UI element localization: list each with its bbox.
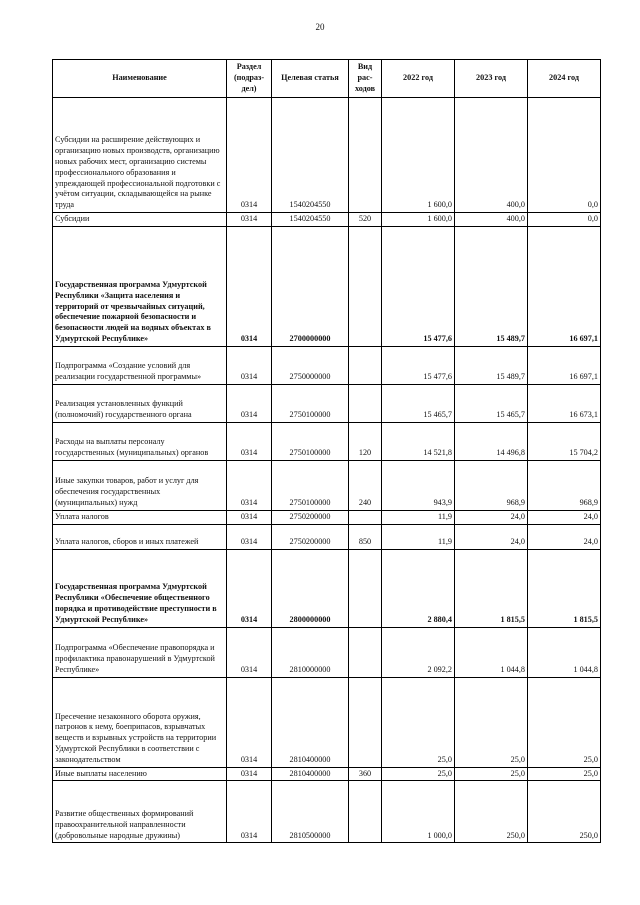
row-2024: 16 697,1 bbox=[528, 226, 601, 346]
row-2023: 15 489,7 bbox=[455, 346, 528, 384]
col-header-section: Раздел (подраз-дел) bbox=[227, 60, 272, 98]
row-2024: 25,0 bbox=[528, 677, 601, 767]
row-target: 2800000000 bbox=[272, 549, 349, 627]
row-2023: 24,0 bbox=[455, 510, 528, 524]
row-name: Государственная программа Удмуртской Республики «Обеспечение общественного порядка и противодействие преступности в Удмуртской Республике» bbox=[53, 549, 227, 627]
row-2022: 2 092,2 bbox=[382, 627, 455, 677]
row-2022: 15 477,6 bbox=[382, 226, 455, 346]
table-row bbox=[53, 677, 601, 767]
row-2024: 1 044,8 bbox=[528, 627, 601, 677]
row-type bbox=[349, 677, 382, 767]
row-2022: 15 465,7 bbox=[382, 384, 455, 422]
page-number: 20 bbox=[315, 22, 325, 32]
col-header-type: Вид рас-ходов bbox=[349, 60, 382, 98]
row-target: 2810400000 bbox=[272, 677, 349, 767]
row-section: 0314 bbox=[227, 384, 272, 422]
row-2024: 250,0 bbox=[528, 781, 601, 843]
row-name: Реализация установленных функций (полномочий) государственного органа bbox=[53, 384, 227, 422]
row-2024: 15 704,2 bbox=[528, 422, 601, 460]
row-type bbox=[349, 781, 382, 843]
col-header-name: Наименование bbox=[53, 60, 227, 98]
table-row bbox=[53, 549, 601, 627]
row-section: 0314 bbox=[227, 767, 272, 781]
row-2023: 24,0 bbox=[455, 524, 528, 549]
row-name: Иные закупки товаров, работ и услуг для обеспечения государственных (муниципальных) нужд bbox=[53, 460, 227, 510]
row-2022: 15 477,6 bbox=[382, 346, 455, 384]
row-name: Развитие общественных формирований правоохранительной направленности (добровольные народные дружины) bbox=[53, 781, 227, 843]
row-2023: 400,0 bbox=[455, 98, 528, 213]
row-target: 2750200000 bbox=[272, 524, 349, 549]
row-name: Подпрограмма «Обеспечение правопорядка и профилактика правонарушений в Удмуртской Республике» bbox=[53, 627, 227, 677]
row-section: 0314 bbox=[227, 226, 272, 346]
row-type bbox=[349, 384, 382, 422]
row-section: 0314 bbox=[227, 524, 272, 549]
row-type: 850 bbox=[349, 524, 382, 549]
row-2022: 25,0 bbox=[382, 677, 455, 767]
row-2022: 11,9 bbox=[382, 510, 455, 524]
row-target: 1540204550 bbox=[272, 98, 349, 213]
row-2022: 1 000,0 bbox=[382, 781, 455, 843]
row-2023: 25,0 bbox=[455, 677, 528, 767]
row-type bbox=[349, 510, 382, 524]
table-row bbox=[53, 422, 601, 460]
row-2024: 0,0 bbox=[528, 98, 601, 213]
row-name: Субсидии на расширение действующих и организацию новых производств, организацию новых рабочих мест, организацию системы профессионального образования и упреждающей профессиональной подготовки с учётом ситуации, складывающейся на рынке труда bbox=[53, 98, 227, 213]
table-row bbox=[53, 460, 601, 510]
row-2022: 11,9 bbox=[382, 524, 455, 549]
table-row bbox=[53, 767, 601, 781]
row-target: 2700000000 bbox=[272, 226, 349, 346]
row-section: 0314 bbox=[227, 422, 272, 460]
row-name: Иные выплаты населению bbox=[53, 767, 227, 781]
row-2022: 943,9 bbox=[382, 460, 455, 510]
row-2023: 1 815,5 bbox=[455, 549, 528, 627]
row-2024: 16 673,1 bbox=[528, 384, 601, 422]
row-2023: 25,0 bbox=[455, 767, 528, 781]
row-section: 0314 bbox=[227, 781, 272, 843]
table-row bbox=[53, 226, 601, 346]
row-type bbox=[349, 346, 382, 384]
row-section: 0314 bbox=[227, 510, 272, 524]
table-row bbox=[53, 346, 601, 384]
row-section: 0314 bbox=[227, 213, 272, 227]
col-header-2023: 2023 год bbox=[455, 60, 528, 98]
row-2023: 1 044,8 bbox=[455, 627, 528, 677]
row-type: 120 bbox=[349, 422, 382, 460]
row-section: 0314 bbox=[227, 346, 272, 384]
row-2024: 0,0 bbox=[528, 213, 601, 227]
row-type: 240 bbox=[349, 460, 382, 510]
row-2022: 14 521,8 bbox=[382, 422, 455, 460]
row-target: 1540204550 bbox=[272, 213, 349, 227]
row-name: Уплата налогов, сборов и иных платежей bbox=[53, 524, 227, 549]
row-name: Субсидии bbox=[53, 213, 227, 227]
row-target: 2750200000 bbox=[272, 510, 349, 524]
table-row bbox=[53, 524, 601, 549]
row-target: 2810500000 bbox=[272, 781, 349, 843]
col-header-2024: 2024 год bbox=[528, 60, 601, 98]
row-target: 2750100000 bbox=[272, 422, 349, 460]
row-section: 0314 bbox=[227, 627, 272, 677]
col-header-target: Целевая статья bbox=[272, 60, 349, 98]
row-2022: 25,0 bbox=[382, 767, 455, 781]
row-type bbox=[349, 627, 382, 677]
row-section: 0314 bbox=[227, 677, 272, 767]
row-2024: 1 815,5 bbox=[528, 549, 601, 627]
row-2023: 250,0 bbox=[455, 781, 528, 843]
row-2024: 24,0 bbox=[528, 524, 601, 549]
row-section: 0314 bbox=[227, 98, 272, 213]
table-row bbox=[53, 510, 601, 524]
table-row bbox=[53, 781, 601, 843]
row-name: Государственная программа Удмуртской Республики «Защита населения и территорий от чрезвычайных ситуаций, обеспечение пожарной безопасности и безопасности людей на водных объектах в Удмуртской Республике» bbox=[53, 226, 227, 346]
row-2023: 14 496,8 bbox=[455, 422, 528, 460]
row-2023: 968,9 bbox=[455, 460, 528, 510]
budget-table bbox=[52, 59, 601, 843]
row-2023: 400,0 bbox=[455, 213, 528, 227]
row-2024: 24,0 bbox=[528, 510, 601, 524]
row-name: Уплата налогов bbox=[53, 510, 227, 524]
row-target: 2750100000 bbox=[272, 460, 349, 510]
row-type bbox=[349, 98, 382, 213]
table-row bbox=[53, 213, 601, 227]
row-2024: 16 697,1 bbox=[528, 346, 601, 384]
row-type bbox=[349, 549, 382, 627]
row-type bbox=[349, 226, 382, 346]
col-header-2022: 2022 год bbox=[382, 60, 455, 98]
table-header-row bbox=[53, 60, 601, 98]
row-2024: 968,9 bbox=[528, 460, 601, 510]
row-target: 2810000000 bbox=[272, 627, 349, 677]
row-2022: 2 880,4 bbox=[382, 549, 455, 627]
row-2023: 15 465,7 bbox=[455, 384, 528, 422]
row-type: 520 bbox=[349, 213, 382, 227]
row-name: Расходы на выплаты персоналу государственных (муниципальных) органов bbox=[53, 422, 227, 460]
row-section: 0314 bbox=[227, 549, 272, 627]
row-section: 0314 bbox=[227, 460, 272, 510]
row-2022: 1 600,0 bbox=[382, 98, 455, 213]
row-name: Пресечение незаконного оборота оружия, патронов к нему, боеприпасов, взрывчатых веществ и взрывных устройств на территории Удмуртской Республики в соответствии с законодательством bbox=[53, 677, 227, 767]
row-2023: 15 489,7 bbox=[455, 226, 528, 346]
row-2024: 25,0 bbox=[528, 767, 601, 781]
table-row bbox=[53, 98, 601, 213]
row-target: 2810400000 bbox=[272, 767, 349, 781]
row-type: 360 bbox=[349, 767, 382, 781]
row-2022: 1 600,0 bbox=[382, 213, 455, 227]
row-target: 2750000000 bbox=[272, 346, 349, 384]
row-target: 2750100000 bbox=[272, 384, 349, 422]
table-row bbox=[53, 627, 601, 677]
table-row bbox=[53, 384, 601, 422]
row-name: Подпрограмма «Создание условий для реализации государственной программы» bbox=[53, 346, 227, 384]
